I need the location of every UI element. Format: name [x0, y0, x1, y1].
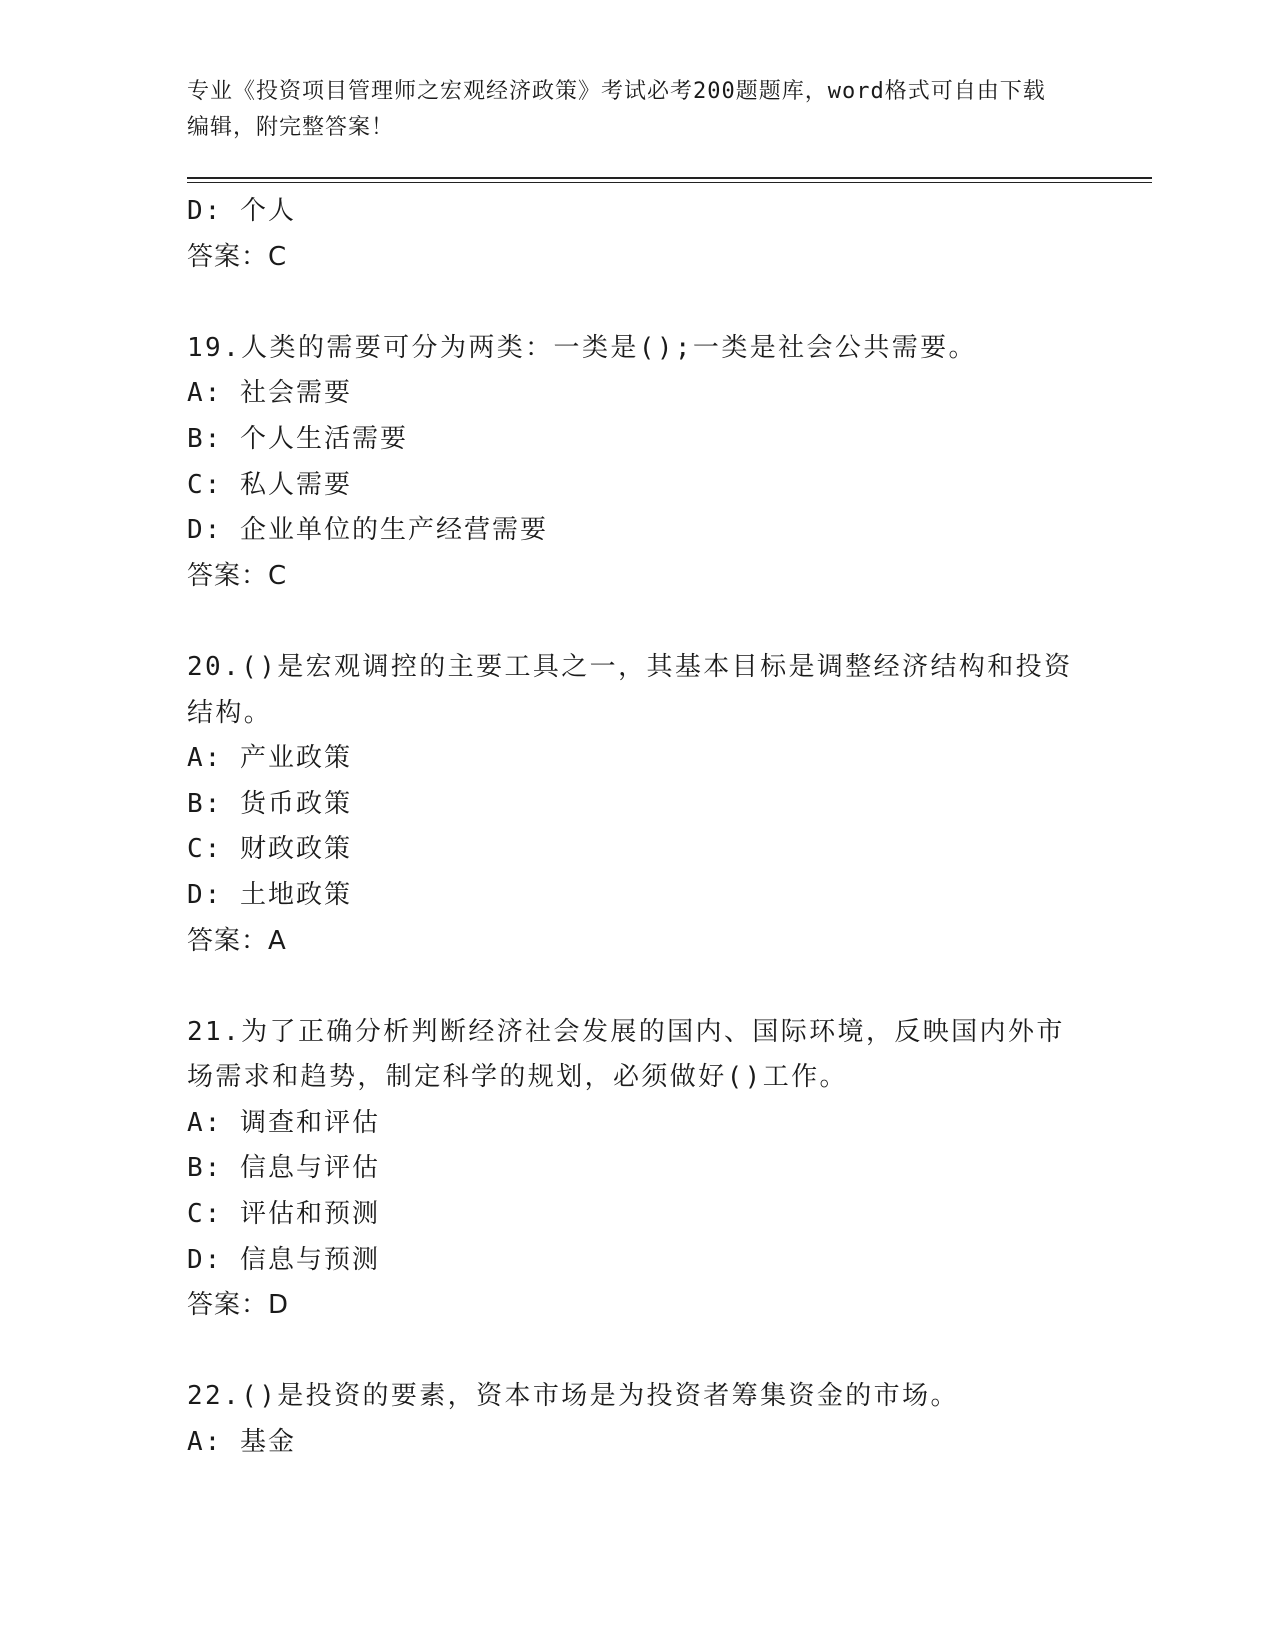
question-stem: 21.为了正确分析判断经济社会发展的国内、国际环境，反映国内外市场需求和趋势，制定科学的规划，必须做好()工作。: [187, 1016, 1065, 1093]
option-a: A: 调查和评估: [187, 1107, 380, 1138]
question-stem: 22.()是投资的要素，资本市场是为投资者筹集资金的市场。: [187, 1381, 959, 1412]
option-a: A: 产业政策: [187, 743, 352, 774]
question-21: [187, 1010, 1147, 1329]
page-header: 专业《投资项目管理师之宏观经济政策》考试必考200题题库，word格式可自由下载编辑，附完整答案！: [187, 79, 1046, 140]
option-a: A: 基金: [187, 1427, 296, 1458]
option-c: C: 私人需要: [187, 469, 352, 500]
header-divider-thick: [187, 177, 1152, 179]
prev-answer: 答案：C: [187, 241, 288, 272]
option-b: B: 货币政策: [187, 788, 352, 819]
option-c: C: 财政政策: [187, 834, 352, 865]
question-19: [187, 326, 1147, 600]
question-stem: 20.()是宏观调控的主要工具之一，其基本目标是调整经济结构和投资结构。: [187, 651, 1073, 728]
option-d: D: 土地政策: [187, 879, 352, 910]
question-list: [187, 189, 1147, 1466]
option-a: A: 社会需要: [187, 378, 352, 409]
answer: 答案：A: [187, 925, 287, 956]
prev-option-d: D: 个人: [187, 196, 296, 226]
option-d: D: 企业单位的生产经营需要: [187, 515, 548, 546]
header-divider-thin: [187, 182, 1152, 183]
option-c: C: 评估和预测: [187, 1199, 380, 1230]
question-20: [187, 645, 1147, 964]
option-d: D: 信息与预测: [187, 1244, 380, 1275]
option-b: B: 个人生活需要: [187, 423, 408, 454]
question-22: [187, 1374, 1147, 1465]
answer: 答案：D: [187, 1290, 290, 1321]
question-stem: 19.人类的需要可分为两类：一类是();一类是社会公共需要。: [187, 332, 977, 363]
answer: 答案：C: [187, 560, 288, 591]
option-b: B: 信息与评估: [187, 1153, 380, 1184]
